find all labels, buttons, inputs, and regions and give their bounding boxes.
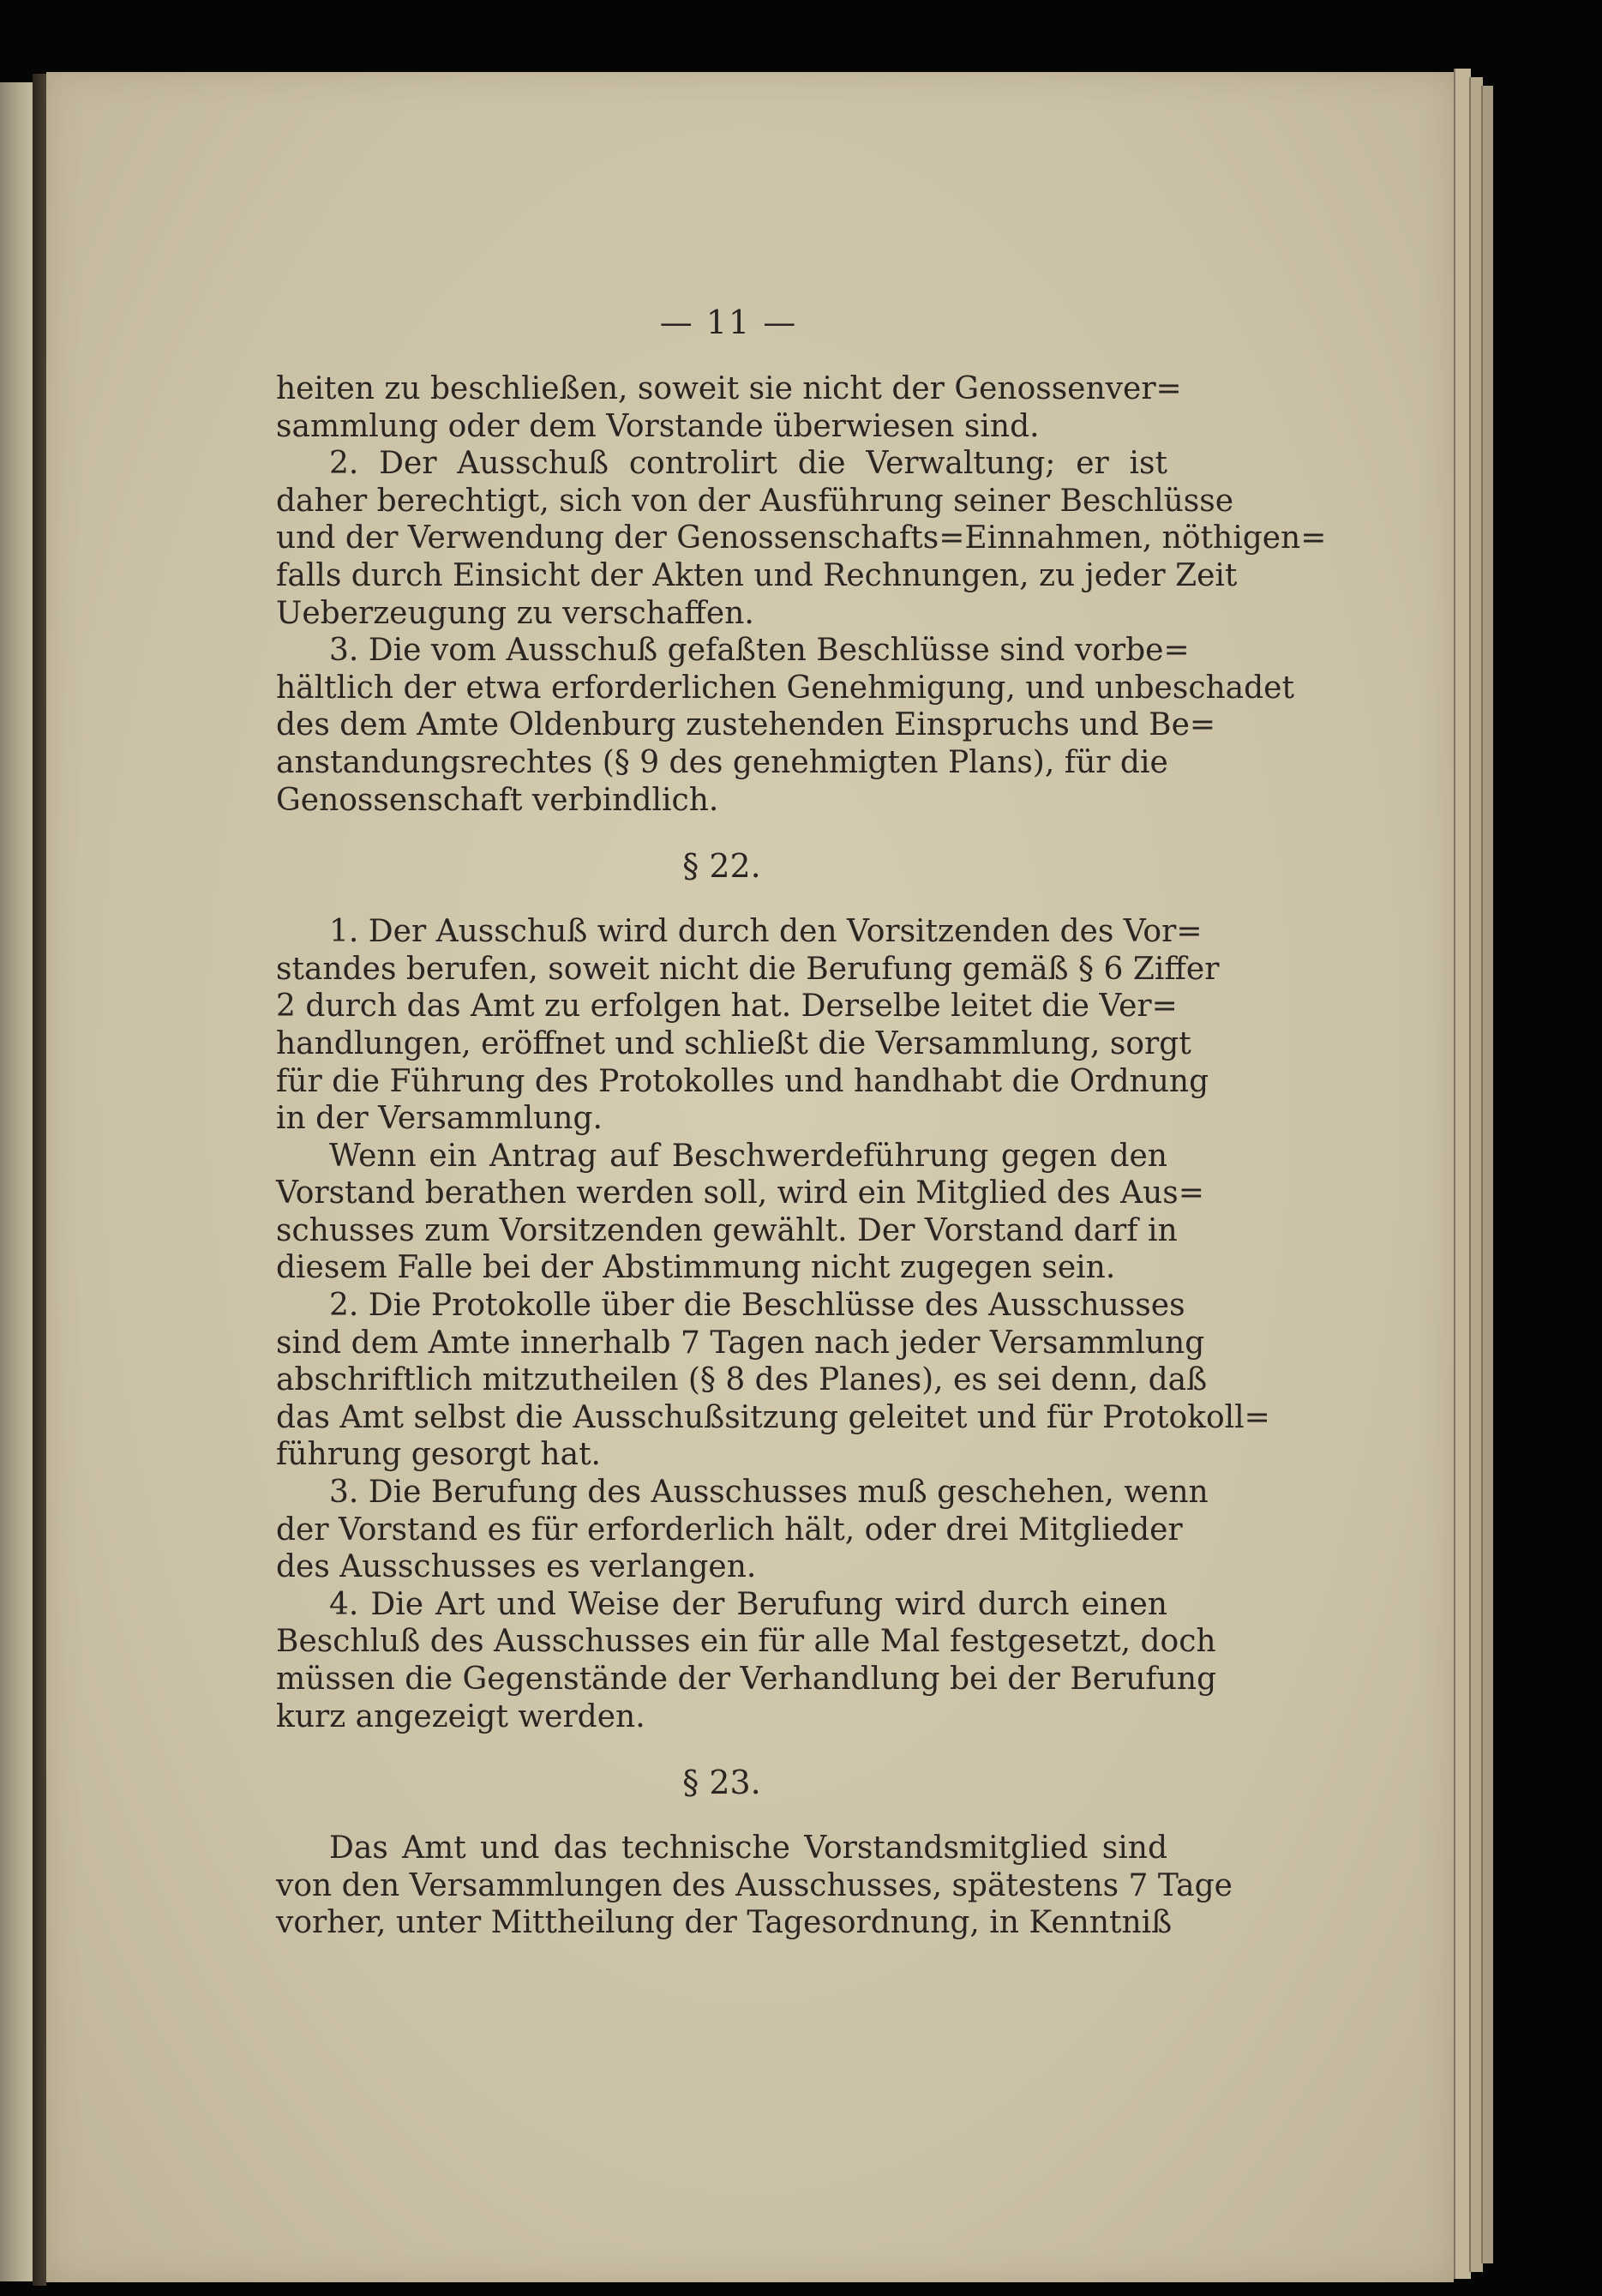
book-gutter xyxy=(33,74,46,2286)
text-line: 2. Die Protokolle über die Beschlüsse des Ausschusses xyxy=(329,1288,1185,1324)
text-line: müssen die Gegenstände der Verhandlung bei der Berufung xyxy=(276,1662,1217,1697)
section-heading: § 22. xyxy=(682,847,761,886)
text-line: das Amt selbst die Ausschußsitzung geleitet und für Protokoll= xyxy=(276,1399,1270,1435)
text-line: des Ausschusses es verlangen. xyxy=(276,1549,757,1585)
text-line: Genossenschaft verbindlich. xyxy=(276,782,719,818)
text-line: standes berufen, soweit nicht die Berufung gemäß § 6 Ziffer xyxy=(276,951,1220,987)
text-line: 2. Der Ausschuß controlirt die Verwaltung; er ist xyxy=(329,446,1167,482)
text-line: Das Amt und das technische Vorstandsmitglied sind xyxy=(329,1830,1167,1866)
text-line: schusses zum Vorsitzenden gewählt. Der Vorstand darf in xyxy=(276,1212,1178,1248)
text-line: anstandungsrechtes (§ 9 des genehmigten Plans), für die xyxy=(276,744,1168,780)
section-heading: § 23. xyxy=(682,1764,761,1802)
page-number: — 11 — xyxy=(659,304,798,341)
text-line: 4. Die Art und Weise der Berufung wird durch einen xyxy=(329,1586,1167,1622)
text-line: Beschluß des Ausschusses ein für alle Mal festgesetzt, doch xyxy=(276,1624,1216,1660)
text-line: 2 durch das Amt zu erfolgen hat. Derselbe leitet die Ver= xyxy=(276,989,1178,1025)
text-line: Ueberzeugung zu verschaffen. xyxy=(276,595,754,631)
text-line: der Vorstand es für erforderlich hält, oder drei Mitglieder xyxy=(276,1512,1183,1548)
page-text xyxy=(276,370,1327,1942)
text-line: kurz angezeigt werden. xyxy=(276,1698,645,1734)
text-line: Wenn ein Antrag auf Beschwerdeführung gegen den xyxy=(329,1138,1167,1174)
text-line: daher berechtigt, sich von der Ausführung seiner Beschlüsse xyxy=(276,483,1234,519)
text-line: abschriftlich mitzutheilen (§ 8 des Planes), es sei denn, daß xyxy=(276,1362,1208,1398)
text-line: des dem Amte Oldenburg zustehenden Einspruchs und Be= xyxy=(276,707,1216,743)
text-line: falls durch Einsicht der Akten und Rechnungen, zu jeder Zeit xyxy=(276,557,1238,593)
text-line: von den Versammlungen des Ausschusses, spätestens 7 Tage xyxy=(276,1867,1233,1903)
previous-page-edge xyxy=(0,82,34,2281)
text-line: sind dem Amte innerhalb 7 Tagen nach jeder Versammlung xyxy=(276,1325,1205,1361)
text-line: 3. Die Berufung des Ausschusses muß geschehen, wenn xyxy=(329,1475,1209,1511)
text-line: und der Verwendung der Genossenschafts=Einnahmen, nöthigen= xyxy=(276,520,1327,556)
text-line: heiten zu beschließen, soweit sie nicht der Genossenver= xyxy=(276,371,1182,406)
text-line: handlungen, eröffnet und schließt die Versammlung, sorgt xyxy=(276,1025,1191,1061)
text-line: in der Versammlung. xyxy=(276,1101,603,1137)
text-line: 1. Der Ausschuß wird durch den Vorsitzenden des Vor= xyxy=(329,914,1203,950)
text-line: diesem Falle bei der Abstimmung nicht zugegen sein. xyxy=(276,1250,1116,1286)
page-edge xyxy=(1481,86,1493,2263)
text-line: 3. Die vom Ausschuß gefaßten Beschlüsse sind vorbe= xyxy=(329,633,1190,669)
text-line: hältlich der etwa erforderlichen Genehmigung, und unbeschadet xyxy=(276,670,1294,706)
page-edge xyxy=(1454,69,1471,2279)
text-line: sammlung oder dem Vorstande überwiesen sind. xyxy=(276,408,1040,444)
text-line: Vorstand berathen werden soll, wird ein Mitglied des Aus= xyxy=(276,1175,1204,1211)
text-line: vorher, unter Mittheilung der Tagesordnung, in Kenntniß xyxy=(276,1905,1173,1941)
text-line: für die Führung des Protokolles und handhabt die Ordnung xyxy=(276,1063,1209,1099)
text-line: führung gesorgt hat. xyxy=(276,1437,601,1473)
